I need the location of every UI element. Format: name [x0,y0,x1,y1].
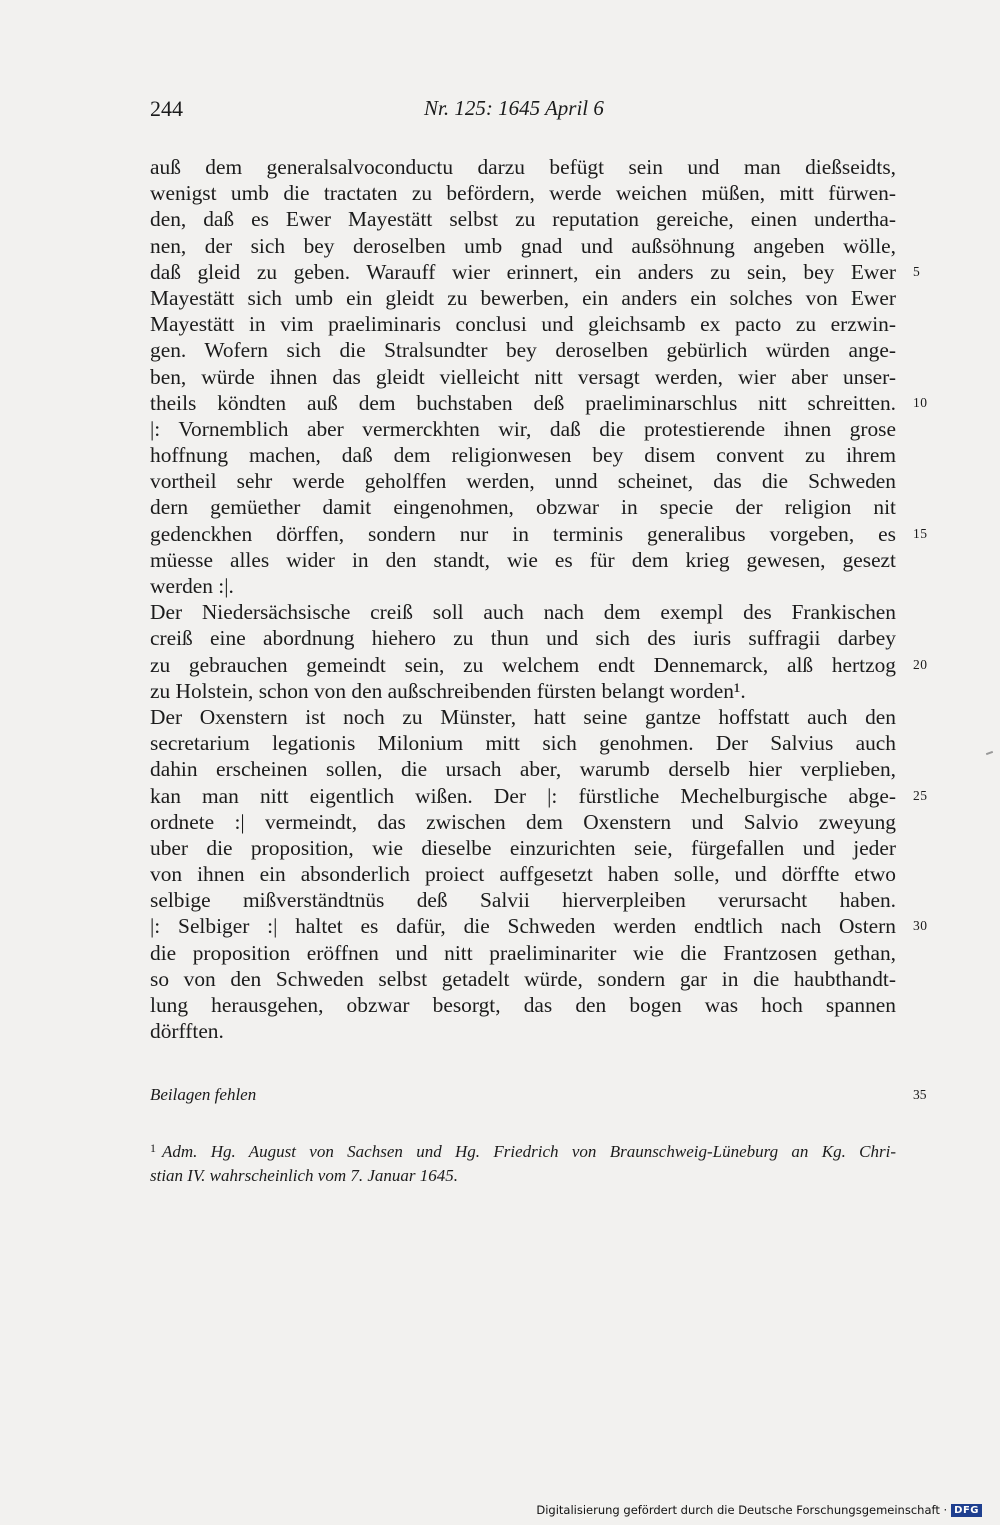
text-line-content: uber die proposition, wie dieselbe einzurichten seie, fürgefallen und jeder [150,835,896,860]
text-line-content: theils köndten auß dem buchstaben deß praeliminarschlus nitt schreitten. [150,390,896,415]
scan-mark [986,751,993,755]
text-line [150,442,896,468]
text-line [150,861,896,887]
text-line [150,940,896,966]
text-line-content: hoffnung machen, daß dem religionwesen bey disem convent zu ihrem [150,443,896,468]
footnote [150,1136,896,1188]
text-line-content: |: Vornemblich aber vermerckhten wir, daß die protestierende ihnen grose [150,416,896,441]
text-line-content: so von den Schweden selbst getadelt würde, sondern gar in die haubthandt- [150,966,896,991]
text-line-content: secretarium legationis Milonium mitt sich genohmen. Der Salvius auch [150,731,896,756]
text-line [150,180,896,206]
text-line [150,494,896,520]
text-line [150,1018,896,1044]
text-line [150,625,896,651]
line-number: 20 [913,656,928,672]
text-line [150,599,896,625]
text-line-content: |: Selbiger :| haltet es dafür, die Schweden werden endtlich nach Ostern [150,914,896,939]
footer-credit [536,1501,982,1519]
footnote-line [150,1136,896,1164]
text-line [150,364,896,390]
text-line-content: dern gemüether damit eingenohmen, obzwar in specie der religion nit [150,495,896,520]
text-line [150,835,896,861]
text-line [150,285,896,311]
text-line [150,337,896,363]
text-line [150,233,896,259]
text-line-content: werden :|. [150,574,234,598]
text-line-content: ben, würde ihnen das gleidt vielleicht nitt versagt werden, wier aber unser- [150,364,896,389]
text-line-content: Der Oxenstern ist noch zu Münster, hatt seine gantze hoffstatt auch den [150,704,896,729]
text-line-content: lung herausgehen, obzwar besorgt, das den bogen was hoch spannen [150,993,896,1017]
text-line [150,783,928,809]
text-line-content: die proposition eröffnen und nitt praeliminariter wie die Frantzosen gethan, [150,940,896,965]
text-line [150,521,928,547]
text-line [150,992,896,1018]
text-line-content: vortheil sehr werde geholffen werden, unnd scheinet, das die Schweden [150,469,896,494]
text-line-content: selbige mißverständtnüs deß Salvii hierverpleiben verursacht haben. [150,888,896,913]
line-number: 25 [913,787,928,803]
text-line-content: creiß eine abordnung hiehero zu thun und sich des iuris suffragii darbey [150,626,896,651]
text-line-content: zu gebrauchen gemeindt sein, zu welchem endt Dennemarck, alß hertzog [150,652,896,677]
text-line-content: daß gleid zu geben. Warauff wier erinnert, ein anders zu sein, bey Ewer [150,259,896,284]
body-text [150,154,928,1044]
dfg-logo-icon: DFG [951,1504,982,1517]
text-line [150,573,896,599]
text-line [150,913,928,939]
footer-credit-text: Digitalisierung gefördert durch die Deutsche Forschungsgemeinschaft · [536,1503,948,1517]
text-line-content: nen, der sich bey deroselben umb gnad und außsöhnung angeben wölle, [150,233,896,258]
appendix-note: Beilagen fehlen [150,1085,257,1104]
text-line-content: wenigst umb die tractaten zu befördern, werde weichen müßen, mitt fürwen- [150,181,896,206]
text-line [150,206,896,232]
line-number: 30 [913,918,928,934]
text-line-content: auß dem generalsalvoconductu darzu befügt sein und man dießseidts, [150,155,896,179]
text-line [150,756,896,782]
text-line-content: gen. Wofern sich die Stralsundter bey deroselben gebürlich würden ange- [150,338,896,363]
line-number: 35 [913,1087,927,1102]
text-line-content: Mayestätt sich umb ein gleidt zu bewerben, ein anders ein solches von Ewer [150,285,896,310]
text-line-content: Mayestätt in vim praeliminaris conclusi und gleichsamb ex pacto zu erzwin- [150,312,896,337]
text-line [150,887,896,913]
text-line [150,652,928,678]
footnote-line: stian IV. wahrscheinlich vom 7. Januar 1645. [150,1166,459,1185]
text-line-content: gedenckhen dörffen, sondern nur in terminis generalibus vorgeben, es [150,521,896,546]
text-line [150,678,896,704]
text-line [150,311,896,337]
line-number: 10 [913,394,928,410]
text-line [150,547,896,573]
text-line-content: müesse alles wider in den standt, wie es für dem krieg gewesen, gesezt [150,547,896,572]
footnote-text: Adm. Hg. August von Sachsen und Hg. Friedrich von Braunschweig-Lüneburg an Kg. Chri- [162,1142,896,1161]
text-line-content: dahin erscheinen sollen, die ursach aber, warumb derselb hier verplieben, [150,757,896,782]
text-line [150,966,896,992]
text-line [150,704,896,730]
text-line [150,468,896,494]
text-line-content: den, daß es Ewer Mayestätt selbst zu reputation gereiche, einen underthа- [150,207,896,232]
text-line-content: zu Holstein, schon von den außschreibenden fürsten belangt worden¹. [150,678,746,703]
page-number: 244 [150,96,183,121]
footnote-mark: 1 [150,1141,156,1155]
text-line [150,154,896,180]
text-line-content: dörfften. [150,1019,224,1044]
running-head [150,96,898,132]
line-number: 5 [913,263,921,279]
line-number: 15 [913,525,928,541]
text-line-content: von ihnen ein absonderlich proiect auffgesetzt haben solle, und dörffte etwo [150,862,896,887]
header-title: Nr. 125: 1645 April 6 [424,96,604,120]
text-line [150,416,896,442]
text-line-content: Der Niedersächsische creiß soll auch nach dem exempl des Frankischen [150,600,896,625]
text-line-content: ordnete :| vermeindt, das zwischen dem Oxenstern und Salvio zweyung [150,809,896,834]
text-line [150,390,928,416]
text-line-content: kan man nitt eigentlich wißen. Der |: fürstliche Mechelburgische abge- [150,783,896,808]
text-line [150,259,921,285]
text-line [150,809,896,835]
text-line [150,730,896,756]
